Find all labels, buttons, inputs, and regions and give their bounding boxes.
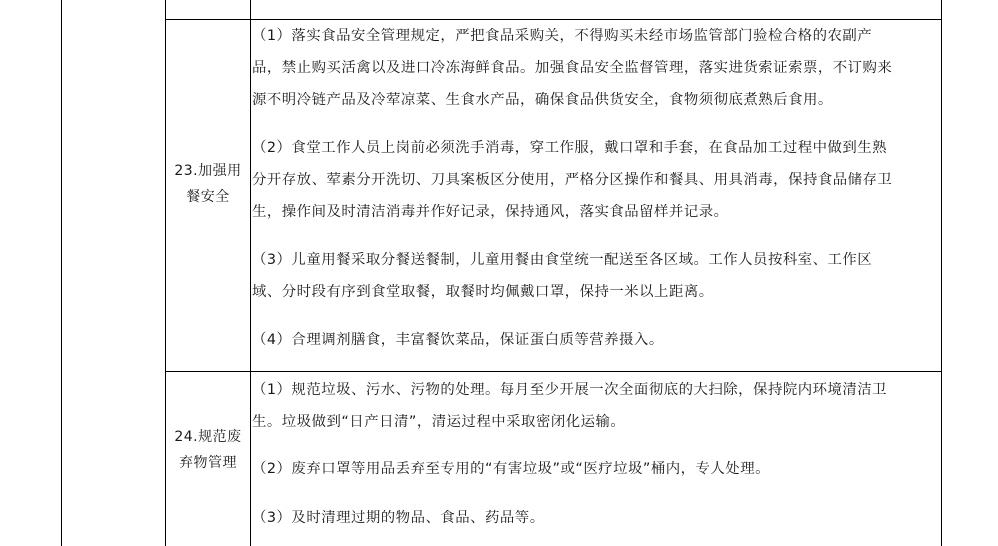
paragraph-line: 源不明冷链产品及冷荤凉菜、生食水产品，确保食品供货安全，食物须彻底煮熟后食用。: [252, 92, 833, 108]
paragraph-line: （1）落实食品安全管理规定，严把食品采购关，不得购买未经市场监管部门验检合格的农副产: [252, 28, 873, 44]
paragraph-line: （2）食堂工作人员上岗前必须洗手消毒，穿工作服，戴口罩和手套，在食品加工过程中做到生熟: [252, 140, 888, 156]
paragraph: [252, 324, 942, 356]
paragraph-line: （1）规范垃圾、污水、污物的处理。每月至少开展一次全面彻底的大扫除，保持院内环境清洁卫: [252, 382, 888, 398]
paragraph: [252, 453, 942, 485]
paragraph-line: 品，禁止购买活禽以及进口冷冻海鲜食品。加强食品安全监督管理，落实进货索证索票，不订购来: [252, 60, 893, 76]
paragraph-line: 生。垃圾做到“日产日清”，清运过程中采取密闭化运输。: [252, 414, 626, 430]
paragraph: [252, 374, 942, 438]
paragraph-line: （3）儿童用餐采取分餐送餐制，儿童用餐由食堂统一配送至各区域。工作人员按科室、工作区: [252, 252, 873, 268]
paragraph: [252, 20, 942, 116]
table-column-divider: [250, 0, 251, 546]
paragraph-line: 生，操作间及时清洁消毒并作好记录，保持通风，落实食品留样并记录。: [252, 204, 729, 220]
row-label: [166, 424, 250, 476]
row-label-line: 24.规范废: [174, 429, 242, 445]
paragraph-line: （4）合理调剂膳食，丰富餐饮菜品，保证蛋白质等营养摄入。: [252, 332, 664, 348]
row-label-line: 23.加强用: [174, 163, 242, 179]
paragraph: [252, 132, 942, 228]
paragraph-line: 域、分时段有序到食堂取餐，取餐时均佩戴口罩，保持一米以上距离。: [252, 284, 714, 300]
paragraph: [252, 244, 942, 308]
paragraph: [252, 502, 942, 534]
paragraph-line: （2）废弃口罩等用品丢弃至专用的“有害垃圾”或“医疗垃圾”桶内，专人处理。: [252, 461, 770, 477]
row-label: [166, 158, 250, 210]
paragraph-line: 分开存放、荤素分开洗切、刀具案板区分使用，严格分区操作和餐具、用具消毒，保持食品储存卫: [252, 172, 893, 188]
row-separator: [165, 371, 942, 372]
row-label-line: 弃物管理: [179, 455, 237, 471]
table-border-left: [61, 0, 62, 546]
row-label-line: 餐安全: [186, 189, 230, 205]
paragraph-line: （3）及时清理过期的物品、食品、药品等。: [252, 510, 545, 526]
